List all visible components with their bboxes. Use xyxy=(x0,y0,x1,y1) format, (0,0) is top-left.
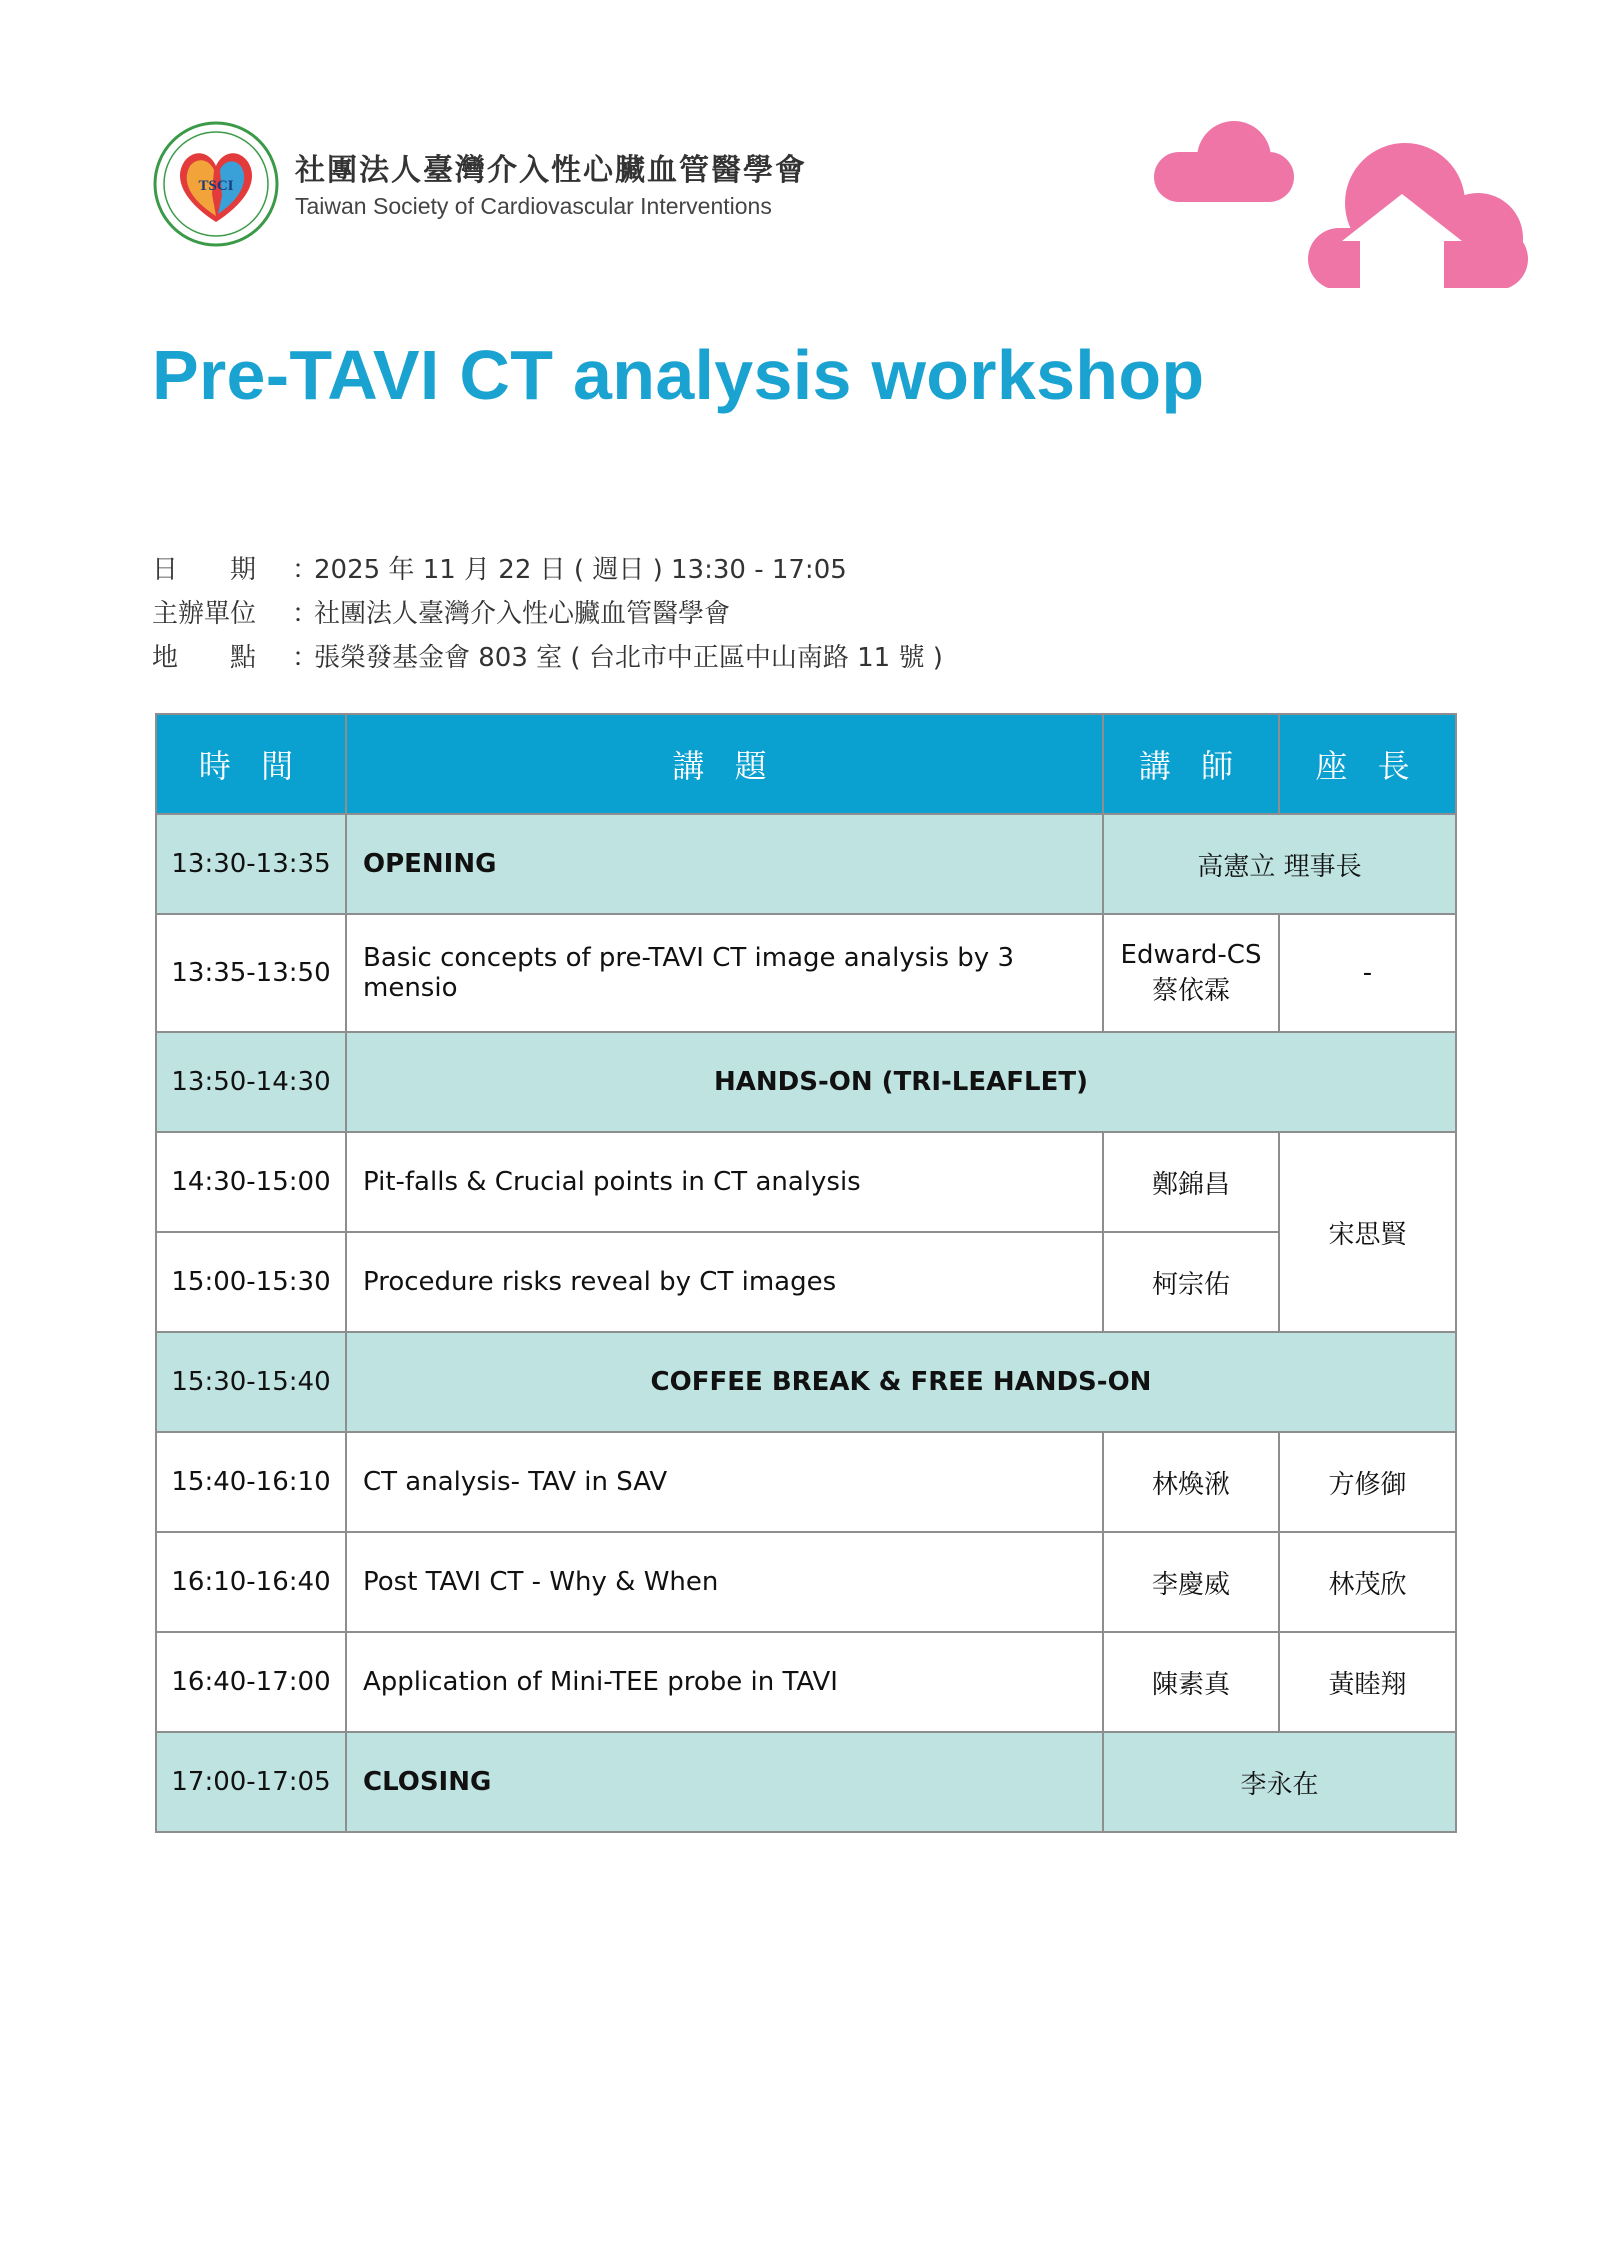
table-row xyxy=(156,1332,1456,1432)
time-cell: 17:00-17:05 xyxy=(156,1732,346,1832)
topic-cell: CLOSING xyxy=(346,1732,1103,1832)
table-row xyxy=(156,1732,1456,1832)
column-header-speaker: 講 師 xyxy=(1103,714,1279,814)
table-row xyxy=(156,1032,1456,1132)
info-label: 地 點 xyxy=(152,642,257,673)
column-header-topic: 講 題 xyxy=(346,714,1103,814)
time-cell: 14:30-15:00 xyxy=(156,1132,346,1232)
speaker-cell xyxy=(1103,914,1279,1032)
chair-cell: 黃睦翔 xyxy=(1279,1632,1456,1732)
info-row-organizer: 主辦單位 ： 社團法人臺灣介入性心臟血管醫學會 xyxy=(152,589,943,633)
time-cell: 15:30-15:40 xyxy=(156,1332,346,1432)
topic-cell: Post TAVI CT - Why & When xyxy=(346,1532,1103,1632)
info-value: 社團法人臺灣介入性心臟血管醫學會 xyxy=(314,598,731,629)
chair-cell: - xyxy=(1279,914,1456,1032)
table-row xyxy=(156,1232,1456,1332)
table-row xyxy=(156,914,1456,1032)
info-label: 主辦單位 xyxy=(152,598,257,629)
cloud-house-icon xyxy=(1150,118,1530,288)
column-header-time: 時 間 xyxy=(156,714,346,814)
speaker-cell: 鄭錦昌 xyxy=(1103,1132,1279,1232)
info-row-date: 日 期 ： 2025 年 11 月 22 日 ( 週日 ) 13:30 - 17:05 xyxy=(152,545,943,589)
info-row-venue: 地 點 ： 張榮發基金會 803 室 ( 台北市中正區中山南路 11 號 ) xyxy=(152,633,943,677)
speaker-line: 蔡依霖 xyxy=(1151,975,1230,1006)
chair-cell: 宋思賢 xyxy=(1279,1132,1456,1332)
society-logo xyxy=(152,120,280,248)
table-header-row xyxy=(156,714,1456,814)
info-value: 2025 年 11 月 22 日 ( 週日 ) 13:30 - 17:05 xyxy=(314,554,847,585)
topic-cell: OPENING xyxy=(346,814,1103,914)
time-cell: 15:40-16:10 xyxy=(156,1432,346,1532)
topic-cell: HANDS-ON (TRI-LEAFLET) xyxy=(346,1032,1456,1132)
topic-cell: Pit-falls & Crucial points in CT analysis xyxy=(346,1132,1103,1232)
table-row xyxy=(156,1632,1456,1732)
speaker-cell: 陳素真 xyxy=(1103,1632,1279,1732)
topic-cell: Application of Mini-TEE probe in TAVI xyxy=(346,1632,1103,1732)
page-title: Pre-TAVI CT analysis workshop xyxy=(152,336,1205,414)
time-cell: 13:35-13:50 xyxy=(156,914,346,1032)
time-cell: 16:40-17:00 xyxy=(156,1632,346,1732)
logo-text: TSCI xyxy=(198,178,234,194)
org-name-en: Taiwan Society of Cardiovascular Interventions xyxy=(295,193,772,219)
speaker-cell: 柯宗佑 xyxy=(1103,1232,1279,1332)
topic-cell: Basic concepts of pre-TAVI CT image analysis by 3 mensio xyxy=(346,914,1103,1032)
speaker-cell: 林煥湫 xyxy=(1103,1432,1279,1532)
topic-cell: COFFEE BREAK & FREE HANDS-ON xyxy=(346,1332,1456,1432)
info-label: 日 期 xyxy=(152,554,257,585)
speaker-cell: 李慶威 xyxy=(1103,1532,1279,1632)
table-row xyxy=(156,1532,1456,1632)
speaker-line: Edward-CS xyxy=(1120,939,1262,970)
speaker-cell: 李永在 xyxy=(1103,1732,1456,1832)
speaker-cell: 高憲立 理事長 xyxy=(1103,814,1456,914)
chair-cell: 方修御 xyxy=(1279,1432,1456,1532)
column-header-chair: 座 長 xyxy=(1279,714,1456,814)
org-name-zh: 社團法人臺灣介入性心臟血管醫學會 xyxy=(295,153,807,188)
time-cell: 16:10-16:40 xyxy=(156,1532,346,1632)
chair-cell: 林茂欣 xyxy=(1279,1532,1456,1632)
table-row xyxy=(156,1132,1456,1232)
info-value: 張榮發基金會 803 室 ( 台北市中正區中山南路 11 號 ) xyxy=(314,642,943,673)
topic-cell: CT analysis- TAV in SAV xyxy=(346,1432,1103,1532)
schedule-table xyxy=(155,713,1457,1833)
org-header xyxy=(295,153,807,221)
event-info xyxy=(152,545,943,677)
time-cell: 15:00-15:30 xyxy=(156,1232,346,1332)
table-row xyxy=(156,1432,1456,1532)
topic-cell: Procedure risks reveal by CT images xyxy=(346,1232,1103,1332)
table-row xyxy=(156,814,1456,914)
time-cell: 13:30-13:35 xyxy=(156,814,346,914)
time-cell: 13:50-14:30 xyxy=(156,1032,346,1132)
